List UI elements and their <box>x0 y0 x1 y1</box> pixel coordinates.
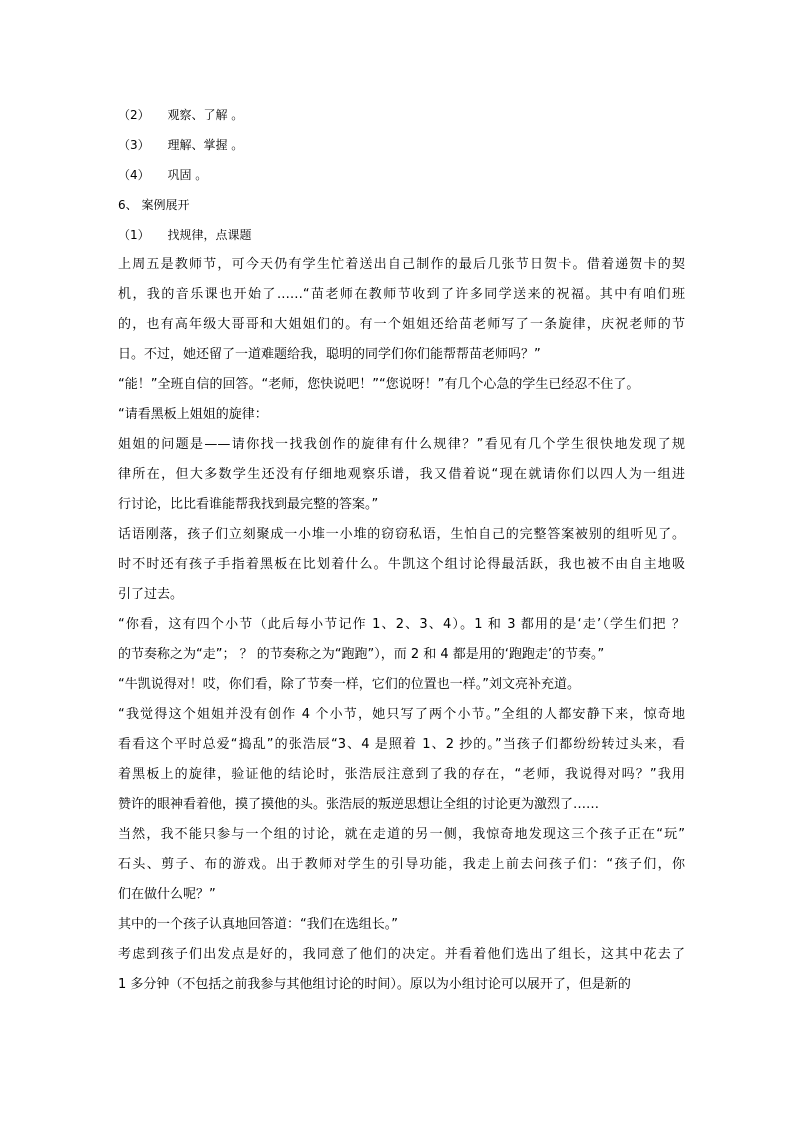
paragraph-line: “我觉得这个姐姐并没有创作 4 个小节，她只写了两个小节。”全组的人都安静下来，惊奇地 <box>118 707 685 722</box>
paragraph-line: 时不时还有孩子手指着黑板在比划着什么。牛凯这个组讨论得最活跃，我也被不由自主地吸 <box>118 557 685 572</box>
paragraph-line: “能！”全班自信的回答。“老师，您快说吧！”“您说呀！”有几个心急的学生已经忍不住了。 <box>118 377 640 392</box>
subsection-heading <box>118 220 685 250</box>
paragraph-line: “牛凯说得对！哎，你们看，除了节奏一样，它们的位置也一样。”刘文亮补充道。 <box>118 677 580 692</box>
section-heading: 6、 案例展开 <box>118 198 190 212</box>
paragraph <box>118 670 685 700</box>
paragraph <box>118 910 685 940</box>
paragraph-line: “你看，这有四个小节（此后每小节记作 1、2、3、4）。1 和 3 都用的是‘走’（学生们把 ？ <box>118 617 685 632</box>
paragraph-line: 们在做什么呢？” <box>118 887 216 902</box>
paragraph <box>118 250 685 370</box>
paragraph <box>118 940 685 1000</box>
paragraph-line: 赞许的眼神看着他，摸了摸他的头。张浩辰的叛逆思想让全组的讨论更为激烈了…… <box>118 797 600 812</box>
paragraph-line: 考虑到孩子们出发点是好的，我同意了他们的决定。并看着他们选出了组长，这其中花去了 <box>118 947 685 962</box>
paragraph-line: 当然，我不能只参与一个组的讨论，就在走道的另一侧，我惊奇地发现这三个孩子正在“玩” <box>118 827 685 842</box>
paragraph-line: 日。不过，她还留了一道难题给我，聪明的同学们你们能帮帮苗老师吗？” <box>118 347 541 362</box>
paragraph-line: 着黑板上的旋律，验证他的结论时，张浩辰注意到了我的存在，“老师，我说得对吗？”我用 <box>118 767 685 782</box>
subsection-label: （1） <box>118 228 150 242</box>
paragraph-line: 机，我的音乐课也开始了……“苗老师在教师节收到了许多同学送来的祝福。其中有咱们班 <box>118 287 685 302</box>
list-item-label: （4） <box>118 168 150 182</box>
list-item-text: 观察、了解 。 <box>167 108 244 122</box>
subsection-text: 找规律，点课题 <box>167 228 252 242</box>
paragraph-line: 石头、剪子、布的游戏。出于教师对学生的引导功能，我走上前去问孩子们：“孩子们，你 <box>118 857 685 872</box>
paragraph-line: 姐姐的问题是——请你找一找我创作的旋律有什么规律？”看见有几个学生很快地发现了规 <box>118 437 685 452</box>
paragraph-line: 其中的一个孩子认真地回答道：“我们在选组长。” <box>118 917 398 932</box>
list-item <box>118 100 685 130</box>
list-item-text: 巩固 。 <box>167 168 208 182</box>
paragraph-line: 的节奏称之为“走”； ？ 的节奏称之为“跑跑”），而 2 和 4 都是用的‘跑跑走’的节奏。” <box>118 647 605 662</box>
paragraph <box>118 400 685 430</box>
paragraph <box>118 700 685 820</box>
list-item <box>118 130 685 160</box>
paragraph-line: 看看这个平时总爱“捣乱”的张浩辰“3、4 是照着 1、2 抄的。”当孩子们都纷纷转过头来，看 <box>118 737 685 752</box>
paragraph <box>118 520 685 610</box>
paragraph <box>118 430 685 520</box>
list-item-label: （3） <box>118 138 150 152</box>
list-item <box>118 160 685 190</box>
paragraph-line: 话语刚落，孩子们立刻聚成一小堆一小堆的窃窃私语，生怕自己的完整答案被别的组听见了。 <box>118 527 685 542</box>
paragraph <box>118 820 685 910</box>
paragraph <box>118 370 685 400</box>
paragraph-line: 行讨论，比比看谁能帮我找到最完整的答案。” <box>118 497 379 512</box>
list-item-text: 理解、掌握 。 <box>167 138 244 152</box>
paragraph-line: 律所在，但大多数学生还没有仔细地观察乐谱，我又借着说“现在就请你们以四人为一组进 <box>118 467 685 482</box>
paragraph-line: “请看黑板上姐姐的旋律： <box>118 407 268 422</box>
paragraph <box>118 610 685 670</box>
document-body <box>118 100 685 1000</box>
paragraph-line: 1 多分钟（不包括之前我参与其他组讨论的时间）。原以为小组讨论可以展开了，但是新的 <box>118 977 631 992</box>
paragraph-line: 引了过去。 <box>118 587 184 602</box>
list-item-label: （2） <box>118 108 150 122</box>
paragraph-line: 上周五是教师节，可今天仍有学生忙着送出自己制作的最后几张节日贺卡。借着递贺卡的契 <box>118 257 685 272</box>
paragraph-line: 的，也有高年级大哥哥和大姐姐们的。有一个姐姐还给苗老师写了一条旋律，庆祝老师的节 <box>118 317 685 332</box>
